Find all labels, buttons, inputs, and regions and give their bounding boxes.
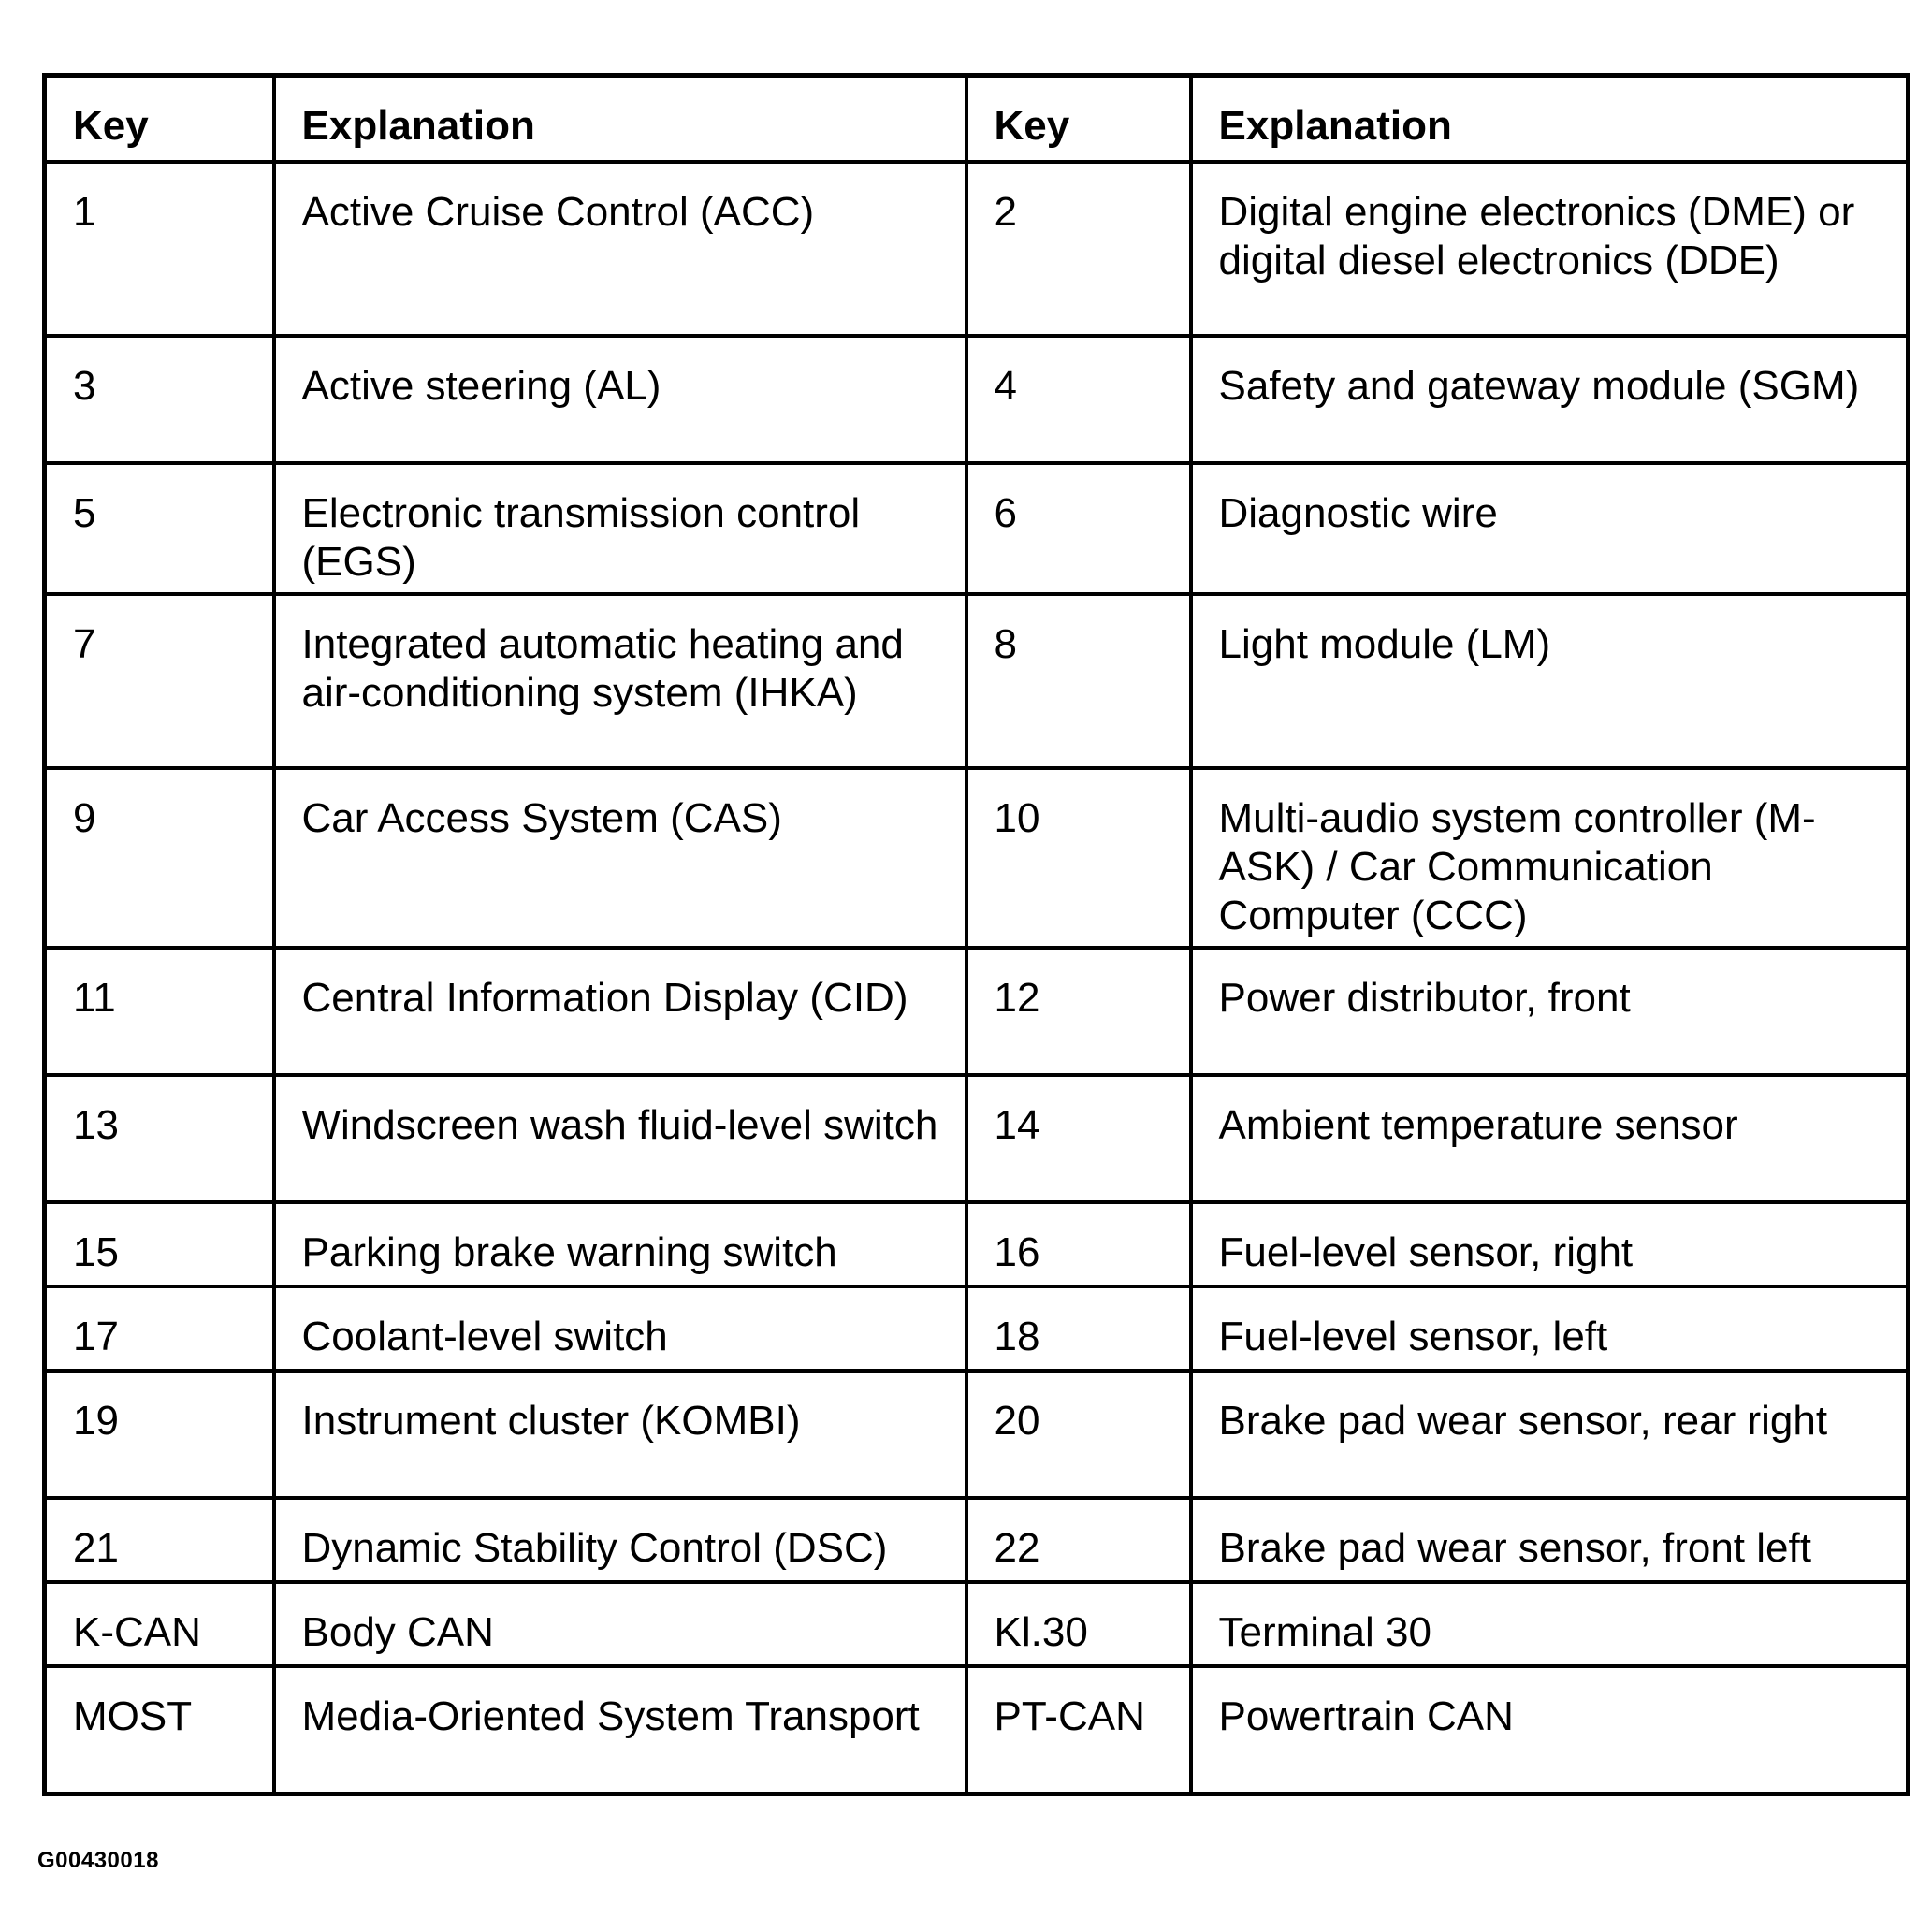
key-cell: 20 <box>966 1371 1191 1498</box>
explanation-cell: Power distributor, front <box>1191 948 1909 1075</box>
header-row <box>45 76 1909 163</box>
explanation-cell: Integrated automatic heating and air-conditioning system (IHKA) <box>274 594 966 768</box>
explanation-cell: Parking brake warning switch <box>274 1202 966 1286</box>
explanation-cell: Dynamic Stability Control (DSC) <box>274 1498 966 1582</box>
explanation-cell: Light module (LM) <box>1191 594 1909 768</box>
table-row <box>45 594 1909 768</box>
key-cell: 6 <box>966 463 1191 594</box>
explanation-cell: Central Information Display (CID) <box>274 948 966 1075</box>
key-cell: 5 <box>45 463 274 594</box>
explanation-cell: Active steering (AL) <box>274 336 966 463</box>
key-cell: 14 <box>966 1075 1191 1202</box>
header-key-left: Key <box>45 76 274 163</box>
explanation-cell: Brake pad wear sensor, front left <box>1191 1498 1909 1582</box>
key-cell: K-CAN <box>45 1582 274 1666</box>
explanation-cell: Safety and gateway module (SGM) <box>1191 336 1909 463</box>
key-cell: 9 <box>45 768 274 948</box>
figure-id-label: G00430018 <box>37 1848 159 1873</box>
explanation-cell: Instrument cluster (KOMBI) <box>274 1371 966 1498</box>
explanation-cell: Powertrain CAN <box>1191 1666 1909 1794</box>
header-key-right: Key <box>966 76 1191 163</box>
explanation-cell: Fuel-level sensor, right <box>1191 1202 1909 1286</box>
key-cell: 19 <box>45 1371 274 1498</box>
key-cell: 8 <box>966 594 1191 768</box>
key-cell: 2 <box>966 162 1191 336</box>
key-cell: 7 <box>45 594 274 768</box>
explanation-cell: Car Access System (CAS) <box>274 768 966 948</box>
key-cell: 12 <box>966 948 1191 1075</box>
key-cell: 18 <box>966 1286 1191 1371</box>
table-row <box>45 1666 1909 1794</box>
header-explanation-left: Explanation <box>274 76 966 163</box>
explanation-cell: Media-Oriented System Transport <box>274 1666 966 1794</box>
explanation-cell: Electronic transmission control (EGS) <box>274 463 966 594</box>
explanation-cell: Windscreen wash fluid-level switch <box>274 1075 966 1202</box>
key-cell: 15 <box>45 1202 274 1286</box>
explanation-cell: Diagnostic wire <box>1191 463 1909 594</box>
table-row <box>45 1286 1909 1371</box>
key-cell: 11 <box>45 948 274 1075</box>
table-row <box>45 1371 1909 1498</box>
table-row <box>45 1075 1909 1202</box>
table-row <box>45 162 1909 336</box>
table-row <box>45 948 1909 1075</box>
explanation-cell: Body CAN <box>274 1582 966 1666</box>
explanation-cell: Multi-audio system controller (M-ASK) / Car Communication Computer (CCC) <box>1191 768 1909 948</box>
explanation-cell: Terminal 30 <box>1191 1582 1909 1666</box>
table-row <box>45 463 1909 594</box>
key-cell: 13 <box>45 1075 274 1202</box>
explanation-cell: Coolant-level switch <box>274 1286 966 1371</box>
table-row <box>45 768 1909 948</box>
key-cell: Kl.30 <box>966 1582 1191 1666</box>
key-cell: 1 <box>45 162 274 336</box>
table-row <box>45 1582 1909 1666</box>
table-row <box>45 1202 1909 1286</box>
explanation-cell: Ambient temperature sensor <box>1191 1075 1909 1202</box>
explanation-cell: Brake pad wear sensor, rear right <box>1191 1371 1909 1498</box>
header-explanation-right: Explanation <box>1191 76 1909 163</box>
explanation-cell: Fuel-level sensor, left <box>1191 1286 1909 1371</box>
table-row <box>45 1498 1909 1582</box>
key-cell: 4 <box>966 336 1191 463</box>
explanation-cell: Digital engine electronics (DME) or digital diesel electronics (DDE) <box>1191 162 1909 336</box>
key-explanation-table <box>42 73 1910 1796</box>
key-cell: 22 <box>966 1498 1191 1582</box>
explanation-cell: Active Cruise Control (ACC) <box>274 162 966 336</box>
key-cell: PT-CAN <box>966 1666 1191 1794</box>
key-cell: 21 <box>45 1498 274 1582</box>
table-body <box>45 162 1909 1794</box>
table-header <box>45 76 1909 163</box>
key-cell: MOST <box>45 1666 274 1794</box>
key-cell: 3 <box>45 336 274 463</box>
key-cell: 10 <box>966 768 1191 948</box>
table-row <box>45 336 1909 463</box>
key-cell: 17 <box>45 1286 274 1371</box>
key-cell: 16 <box>966 1202 1191 1286</box>
